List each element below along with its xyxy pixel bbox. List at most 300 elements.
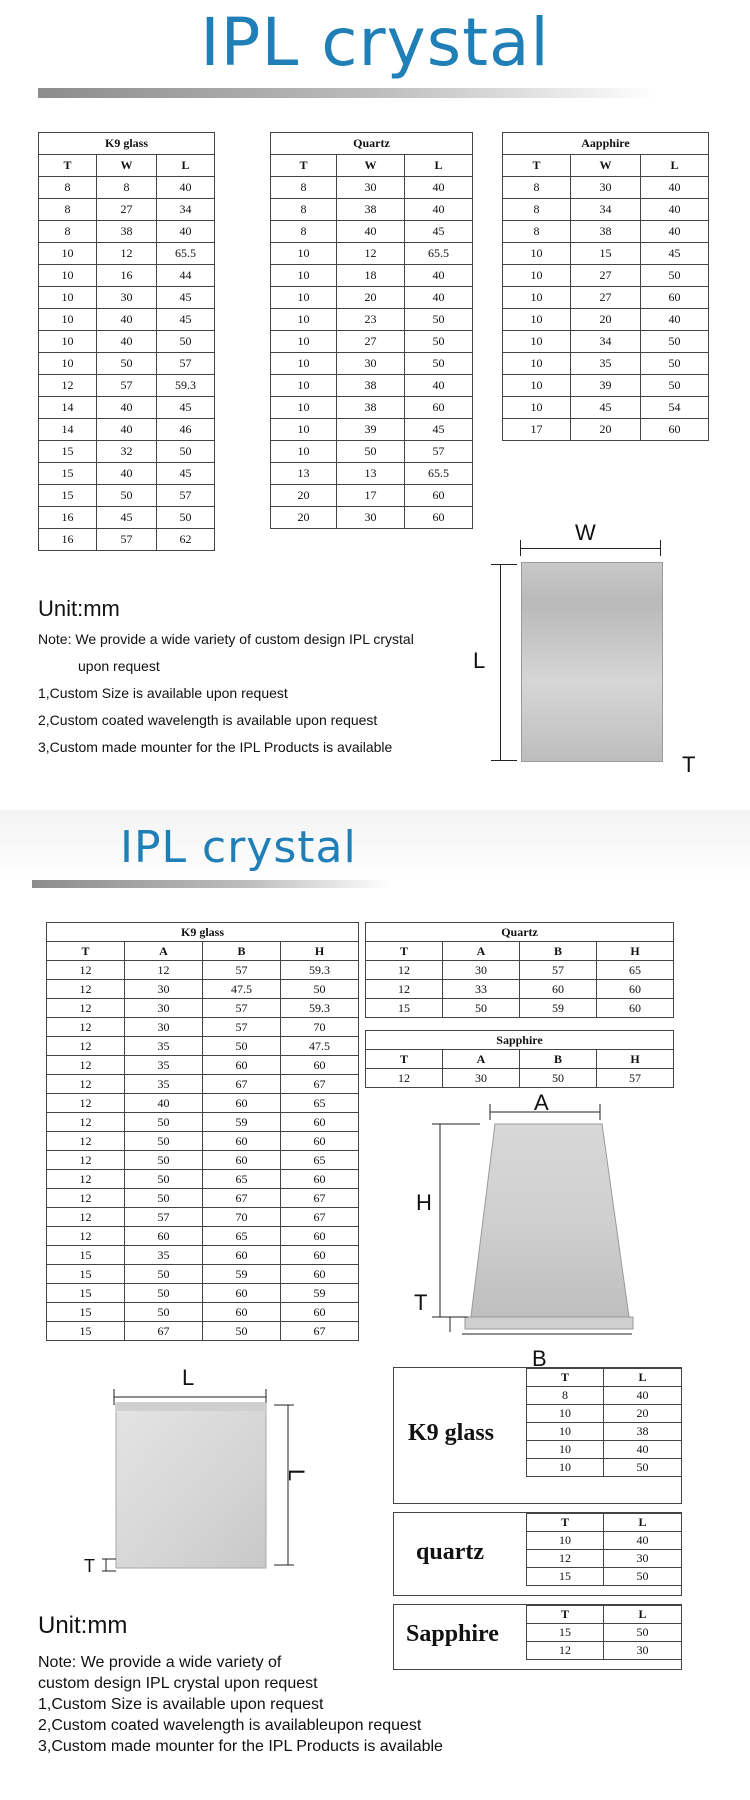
col-header: L bbox=[604, 1369, 682, 1387]
table-row bbox=[39, 243, 215, 265]
col-header: A bbox=[443, 942, 520, 961]
table-cell: 8 bbox=[527, 1387, 604, 1405]
table-cell: 35 bbox=[125, 1056, 203, 1075]
table-cell: 40 bbox=[604, 1387, 682, 1405]
table-cell: 40 bbox=[337, 221, 405, 243]
quartz-table bbox=[270, 132, 473, 529]
table-cell: 67 bbox=[125, 1322, 203, 1341]
table-cell: 40 bbox=[405, 177, 473, 199]
note-item: 3,Custom made mounter for the IPL Products is available bbox=[38, 1738, 443, 1755]
table-cell: 67 bbox=[203, 1189, 281, 1208]
table-cell: 40 bbox=[405, 265, 473, 287]
table-header-row bbox=[271, 155, 473, 177]
section-title: IPL crystal bbox=[120, 822, 357, 873]
table-cell: 57 bbox=[203, 961, 281, 980]
table-row bbox=[503, 353, 709, 375]
table-cell: 12 bbox=[47, 1151, 125, 1170]
table-row bbox=[527, 1387, 682, 1405]
crystal-dimension-diagram bbox=[475, 520, 675, 765]
table-cell: 15 bbox=[571, 243, 641, 265]
table-cell: 12 bbox=[47, 1227, 125, 1246]
t-label: T bbox=[682, 752, 696, 777]
table-cell: 12 bbox=[47, 1113, 125, 1132]
table-row bbox=[503, 309, 709, 331]
table-cell: 15 bbox=[47, 1246, 125, 1265]
table-cell: 65 bbox=[281, 1094, 359, 1113]
table-cell: 10 bbox=[271, 287, 337, 309]
table-cell: 35 bbox=[125, 1037, 203, 1056]
table-row bbox=[503, 265, 709, 287]
table-cell: 60 bbox=[641, 419, 709, 441]
table-cell: 30 bbox=[125, 980, 203, 999]
table-cell: 40 bbox=[405, 287, 473, 309]
k9-glass-box bbox=[393, 1367, 682, 1504]
table-cell: 12 bbox=[47, 1189, 125, 1208]
table-cell: 15 bbox=[39, 441, 97, 463]
table-caption: Quartz bbox=[271, 133, 473, 155]
table-row bbox=[271, 265, 473, 287]
table-cell: 30 bbox=[604, 1550, 682, 1568]
col-header: T bbox=[47, 942, 125, 961]
table-row bbox=[47, 1075, 359, 1094]
table-cell: 50 bbox=[125, 1284, 203, 1303]
table-cell: 12 bbox=[47, 961, 125, 980]
table-cell: 57 bbox=[157, 353, 215, 375]
table-cell: 40 bbox=[157, 221, 215, 243]
table-caption: Sapphire bbox=[366, 1031, 674, 1050]
table-cell: 50 bbox=[641, 331, 709, 353]
table-cell: 60 bbox=[203, 1151, 281, 1170]
table-cell: 10 bbox=[271, 375, 337, 397]
table-cell: 27 bbox=[571, 287, 641, 309]
table-cell: 16 bbox=[39, 529, 97, 551]
col-header: W bbox=[337, 155, 405, 177]
table-cell: 10 bbox=[39, 243, 97, 265]
table-cell: 15 bbox=[527, 1568, 604, 1586]
table-cell: 59.3 bbox=[281, 961, 359, 980]
table-cell: 65 bbox=[281, 1151, 359, 1170]
col-header: L bbox=[157, 155, 215, 177]
table-cell: 50 bbox=[520, 1069, 597, 1088]
table-row bbox=[47, 1094, 359, 1113]
table-row bbox=[47, 1208, 359, 1227]
table-row bbox=[271, 243, 473, 265]
table-cell: 12 bbox=[47, 1018, 125, 1037]
table-row bbox=[271, 353, 473, 375]
table-cell: 50 bbox=[125, 1265, 203, 1284]
col-header: T bbox=[503, 155, 571, 177]
table-cell: 10 bbox=[39, 265, 97, 287]
table-row bbox=[39, 331, 215, 353]
material-label: quartz bbox=[416, 1539, 484, 1565]
table-row bbox=[503, 419, 709, 441]
table-cell: 40 bbox=[97, 309, 157, 331]
table-cell: 50 bbox=[405, 353, 473, 375]
table-cell: 14 bbox=[39, 397, 97, 419]
table-cell: 60 bbox=[641, 287, 709, 309]
table-cell: 10 bbox=[503, 309, 571, 331]
table-cell: 50 bbox=[125, 1132, 203, 1151]
table-cell: 57 bbox=[125, 1208, 203, 1227]
table-cell: 57 bbox=[157, 485, 215, 507]
table-row bbox=[47, 961, 359, 980]
table-cell: 70 bbox=[203, 1208, 281, 1227]
table-cell: 12 bbox=[47, 1132, 125, 1151]
table-row bbox=[39, 287, 215, 309]
table-cell: 65 bbox=[203, 1170, 281, 1189]
col-header: L bbox=[641, 155, 709, 177]
table-cell: 10 bbox=[527, 1532, 604, 1550]
k9-glass-tl-table bbox=[526, 1368, 682, 1477]
table-cell: 65.5 bbox=[405, 463, 473, 485]
table-cell: 10 bbox=[503, 243, 571, 265]
table-row bbox=[47, 1113, 359, 1132]
table-cell: 10 bbox=[39, 353, 97, 375]
w-tick-right bbox=[660, 540, 661, 556]
table-cell: 14 bbox=[39, 419, 97, 441]
table-cell: 40 bbox=[97, 397, 157, 419]
table-cell: 12 bbox=[47, 1075, 125, 1094]
square-crystal-diagram bbox=[78, 1375, 308, 1575]
table-row bbox=[39, 463, 215, 485]
table-cell: 60 bbox=[281, 1056, 359, 1075]
table-cell: 10 bbox=[271, 265, 337, 287]
table-cell: 10 bbox=[503, 265, 571, 287]
table-row bbox=[39, 177, 215, 199]
table-cell: 20 bbox=[271, 485, 337, 507]
table-cell: 65.5 bbox=[157, 243, 215, 265]
table-cell: 12 bbox=[527, 1550, 604, 1568]
col-header: A bbox=[443, 1050, 520, 1069]
table-cell: 12 bbox=[47, 1037, 125, 1056]
table-row bbox=[39, 375, 215, 397]
table-row bbox=[527, 1568, 682, 1586]
table-cell: 12 bbox=[366, 980, 443, 999]
table-cell: 13 bbox=[337, 463, 405, 485]
table-cell: 10 bbox=[271, 419, 337, 441]
table-row bbox=[47, 1132, 359, 1151]
table-cell: 60 bbox=[405, 507, 473, 529]
table-row bbox=[527, 1550, 682, 1568]
table-cell: 60 bbox=[203, 1303, 281, 1322]
t-label-trapezoid: T bbox=[414, 1290, 428, 1315]
table-cell: 10 bbox=[527, 1423, 604, 1441]
table-row bbox=[47, 1037, 359, 1056]
table-cell: 30 bbox=[337, 353, 405, 375]
col-header: T bbox=[271, 155, 337, 177]
table-cell: 15 bbox=[39, 463, 97, 485]
table-cell: 27 bbox=[571, 265, 641, 287]
table-row bbox=[39, 507, 215, 529]
table-cell: 35 bbox=[571, 353, 641, 375]
table-row bbox=[527, 1441, 682, 1459]
table-cell: 60 bbox=[203, 1094, 281, 1113]
k9-glass-table-trapezoid bbox=[46, 922, 359, 1341]
table-cell: 50 bbox=[125, 1170, 203, 1189]
table-cell: 16 bbox=[39, 507, 97, 529]
table-cell: 62 bbox=[157, 529, 215, 551]
col-header: H bbox=[597, 1050, 674, 1069]
table-cell: 50 bbox=[97, 353, 157, 375]
table-cell: 50 bbox=[443, 999, 520, 1018]
table-row bbox=[503, 397, 709, 419]
table-header-row bbox=[503, 155, 709, 177]
table-cell: 67 bbox=[281, 1075, 359, 1094]
l-tick-top bbox=[491, 564, 517, 565]
table-cell: 45 bbox=[157, 397, 215, 419]
crystal-block-image bbox=[521, 562, 663, 762]
page-title: IPL crystal bbox=[200, 4, 550, 81]
table-caption: Quartz bbox=[366, 923, 674, 942]
table-header-row bbox=[47, 942, 359, 961]
table-cell: 45 bbox=[405, 419, 473, 441]
table-cell: 33 bbox=[443, 980, 520, 999]
table-row bbox=[271, 441, 473, 463]
section-title-underline bbox=[32, 880, 392, 888]
table-cell: 30 bbox=[337, 507, 405, 529]
table-cell: 30 bbox=[125, 1018, 203, 1037]
table-cell: 30 bbox=[443, 1069, 520, 1088]
table-header-row bbox=[527, 1514, 682, 1532]
note-item: 3,Custom made mounter for the IPL Products is available bbox=[38, 739, 393, 755]
table-cell: 12 bbox=[125, 961, 203, 980]
table-cell: 60 bbox=[281, 1113, 359, 1132]
table-cell: 12 bbox=[527, 1642, 604, 1660]
col-header: T bbox=[527, 1514, 604, 1532]
table-cell: 38 bbox=[604, 1423, 682, 1441]
table-cell: 39 bbox=[337, 419, 405, 441]
table-row bbox=[503, 221, 709, 243]
table-row bbox=[503, 199, 709, 221]
table-cell: 67 bbox=[281, 1208, 359, 1227]
table-cell: 54 bbox=[641, 397, 709, 419]
table-row bbox=[271, 485, 473, 507]
table-cell: 50 bbox=[125, 1151, 203, 1170]
col-header: T bbox=[527, 1369, 604, 1387]
table-cell: 59 bbox=[520, 999, 597, 1018]
note-item: 1,Custom Size is available upon request bbox=[38, 685, 288, 701]
table-cell: 27 bbox=[337, 331, 405, 353]
table-row bbox=[39, 353, 215, 375]
table-cell: 10 bbox=[271, 353, 337, 375]
table-cell: 30 bbox=[337, 177, 405, 199]
table-header-row bbox=[39, 155, 215, 177]
table-cell: 40 bbox=[405, 375, 473, 397]
table-cell: 18 bbox=[337, 265, 405, 287]
table-cell: 8 bbox=[39, 199, 97, 221]
table-cell: 65 bbox=[597, 961, 674, 980]
col-header: A bbox=[125, 942, 203, 961]
table-cell: 10 bbox=[271, 331, 337, 353]
table-cell: 34 bbox=[157, 199, 215, 221]
b-label: B bbox=[532, 1346, 547, 1371]
table-row bbox=[271, 419, 473, 441]
table-row bbox=[47, 1018, 359, 1037]
l-label: L bbox=[473, 648, 486, 673]
table-cell: 50 bbox=[337, 441, 405, 463]
table-cell: 45 bbox=[97, 507, 157, 529]
table-row bbox=[366, 999, 674, 1018]
table-cell: 67 bbox=[203, 1075, 281, 1094]
col-header: B bbox=[520, 1050, 597, 1069]
h-label: H bbox=[416, 1190, 432, 1215]
table-header-row bbox=[366, 1050, 674, 1069]
table-cell: 8 bbox=[503, 199, 571, 221]
table-cell: 60 bbox=[281, 1227, 359, 1246]
table-cell: 67 bbox=[281, 1189, 359, 1208]
table-row bbox=[47, 1246, 359, 1265]
table-cell: 50 bbox=[203, 1322, 281, 1341]
col-header: L bbox=[405, 155, 473, 177]
l-label-side: L bbox=[284, 1468, 310, 1482]
quartz-tl-table bbox=[526, 1513, 682, 1586]
table-cell: 50 bbox=[203, 1037, 281, 1056]
table-cell: 10 bbox=[503, 331, 571, 353]
table-cell: 59 bbox=[203, 1265, 281, 1284]
col-header: T bbox=[366, 1050, 443, 1069]
table-cell: 50 bbox=[604, 1459, 682, 1477]
table-cell: 59 bbox=[281, 1284, 359, 1303]
table-cell: 38 bbox=[337, 199, 405, 221]
table-row bbox=[39, 529, 215, 551]
table-cell: 40 bbox=[405, 199, 473, 221]
table-cell: 50 bbox=[604, 1568, 682, 1586]
table-cell: 8 bbox=[97, 177, 157, 199]
table-cell: 57 bbox=[405, 441, 473, 463]
table-row bbox=[39, 199, 215, 221]
note-line: Note: We provide a wide variety of bbox=[38, 1654, 282, 1671]
table-cell: 17 bbox=[503, 419, 571, 441]
table-cell: 40 bbox=[97, 419, 157, 441]
table-cell: 38 bbox=[97, 221, 157, 243]
note-item: 2,Custom coated wavelength is availableupon request bbox=[38, 1717, 422, 1734]
table-cell: 12 bbox=[47, 1094, 125, 1113]
col-header: W bbox=[571, 155, 641, 177]
table-cell: 10 bbox=[503, 287, 571, 309]
table-cell: 57 bbox=[597, 1069, 674, 1088]
table-cell: 20 bbox=[271, 507, 337, 529]
table-cell: 15 bbox=[47, 1284, 125, 1303]
table-cell: 20 bbox=[337, 287, 405, 309]
table-cell: 60 bbox=[405, 397, 473, 419]
table-cell: 10 bbox=[503, 375, 571, 397]
table-cell: 40 bbox=[97, 463, 157, 485]
table-cell: 13 bbox=[271, 463, 337, 485]
quartz-box bbox=[393, 1512, 682, 1596]
table-cell: 60 bbox=[281, 1170, 359, 1189]
table-cell: 40 bbox=[97, 331, 157, 353]
col-header: T bbox=[39, 155, 97, 177]
table-cell: 50 bbox=[97, 485, 157, 507]
table-cell: 50 bbox=[125, 1113, 203, 1132]
table-cell: 50 bbox=[125, 1303, 203, 1322]
table-cell: 60 bbox=[203, 1132, 281, 1151]
table-cell: 8 bbox=[503, 177, 571, 199]
table-cell: 10 bbox=[39, 331, 97, 353]
table-cell: 50 bbox=[641, 265, 709, 287]
table-cell: 10 bbox=[527, 1405, 604, 1423]
table-cell: 10 bbox=[39, 287, 97, 309]
table-cell: 38 bbox=[337, 397, 405, 419]
table-cell: 40 bbox=[604, 1532, 682, 1550]
table-row bbox=[39, 441, 215, 463]
title-underline-bar bbox=[38, 88, 658, 98]
table-row bbox=[271, 309, 473, 331]
l-dimension-line bbox=[500, 564, 501, 760]
table-caption: K9 glass bbox=[47, 923, 359, 942]
table-header-row bbox=[527, 1369, 682, 1387]
table-row bbox=[271, 177, 473, 199]
table-cell: 40 bbox=[641, 221, 709, 243]
trapezoid-crystal-diagram bbox=[410, 1092, 650, 1337]
table-cell: 20 bbox=[571, 419, 641, 441]
table-cell: 59 bbox=[203, 1113, 281, 1132]
table-cell: 45 bbox=[157, 287, 215, 309]
table-cell: 10 bbox=[503, 353, 571, 375]
table-cell: 65 bbox=[203, 1227, 281, 1246]
table-cell: 59.3 bbox=[281, 999, 359, 1018]
table-cell: 67 bbox=[281, 1322, 359, 1341]
table-cell: 10 bbox=[271, 243, 337, 265]
table-header-row bbox=[366, 942, 674, 961]
table-cell: 16 bbox=[97, 265, 157, 287]
table-cell: 60 bbox=[203, 1246, 281, 1265]
table-row bbox=[503, 177, 709, 199]
table-cell: 60 bbox=[597, 999, 674, 1018]
table-row bbox=[47, 1303, 359, 1322]
table-cell: 12 bbox=[97, 243, 157, 265]
table-header-row bbox=[527, 1606, 682, 1624]
table-cell: 50 bbox=[281, 980, 359, 999]
table-cell: 57 bbox=[97, 375, 157, 397]
table-cell: 8 bbox=[39, 221, 97, 243]
table-cell: 20 bbox=[571, 309, 641, 331]
table-cell: 30 bbox=[604, 1642, 682, 1660]
table-row bbox=[47, 1227, 359, 1246]
table-row bbox=[271, 221, 473, 243]
table-cell: 60 bbox=[281, 1303, 359, 1322]
table-cell: 40 bbox=[157, 177, 215, 199]
table-row bbox=[503, 375, 709, 397]
table-cell: 15 bbox=[47, 1322, 125, 1341]
table-cell: 45 bbox=[571, 397, 641, 419]
sapphire-table bbox=[502, 132, 709, 441]
table-cell: 40 bbox=[641, 177, 709, 199]
table-cell: 12 bbox=[47, 999, 125, 1018]
col-header: H bbox=[281, 942, 359, 961]
table-row bbox=[271, 331, 473, 353]
table-caption: Aapphire bbox=[503, 133, 709, 155]
note-item: 2,Custom coated wavelength is available upon request bbox=[38, 712, 378, 728]
table-row bbox=[39, 485, 215, 507]
table-cell: 40 bbox=[641, 309, 709, 331]
table-cell: 15 bbox=[366, 999, 443, 1018]
table-row bbox=[527, 1423, 682, 1441]
table-cell: 32 bbox=[97, 441, 157, 463]
table-cell: 8 bbox=[503, 221, 571, 243]
table-cell: 12 bbox=[337, 243, 405, 265]
table-row bbox=[366, 980, 674, 999]
table-row bbox=[271, 397, 473, 419]
table-cell: 10 bbox=[271, 441, 337, 463]
table-cell: 10 bbox=[39, 309, 97, 331]
col-header: T bbox=[527, 1606, 604, 1624]
col-header: B bbox=[203, 942, 281, 961]
table-cell: 50 bbox=[405, 309, 473, 331]
note-line: upon request bbox=[78, 658, 160, 674]
table-cell: 46 bbox=[157, 419, 215, 441]
table-row bbox=[271, 375, 473, 397]
